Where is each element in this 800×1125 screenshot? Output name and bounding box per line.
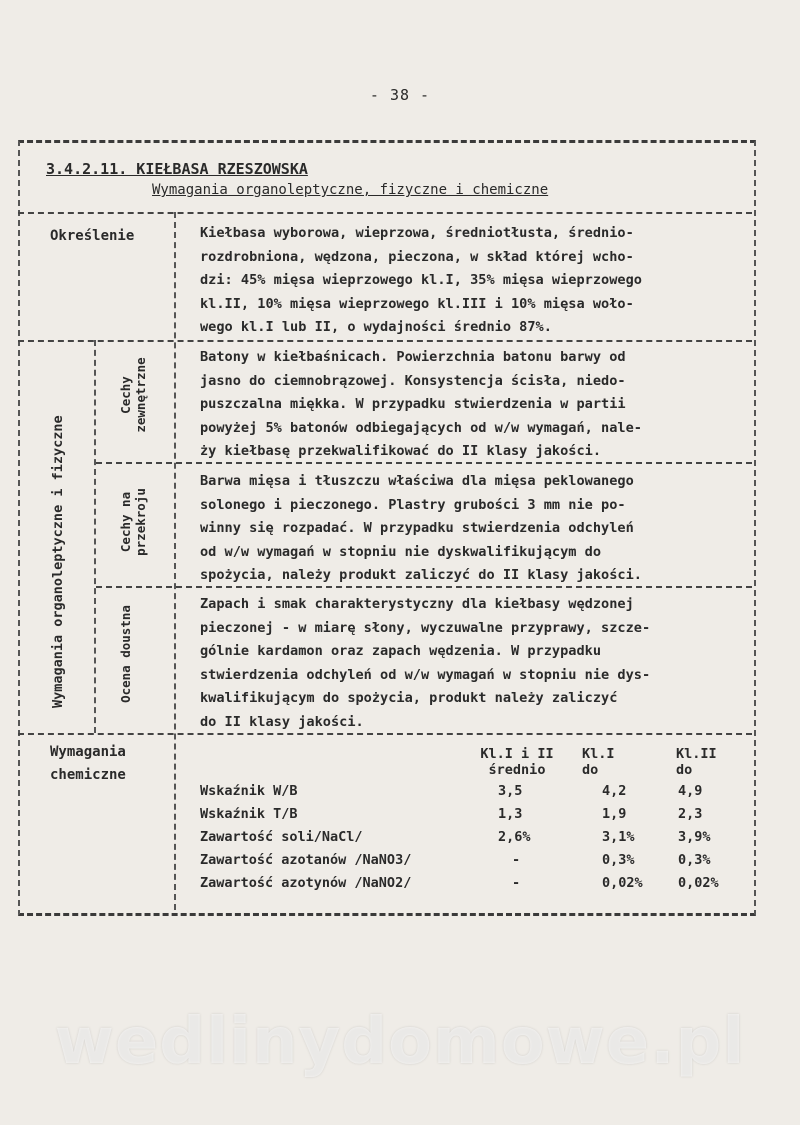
row-name: Zawartość azotanów /NaNO3/ [200, 852, 412, 868]
chemical-label: Wymagania [50, 744, 126, 760]
row-name: Zawartość soli/NaCl/ [200, 829, 363, 845]
taste-text: Zapach i smak charakterystyczny dla kiełbasy wędzonej pieczonej - w miarę słony, wyczuwalne przyprawy, szcze- gólnie kardamon oraz zapach wędzenia. W przypadku stwierdzenia odchyleń od w/w wymagań w stopniu nie dys- kwalifikującym do spożycia, produkt należy zaliczyć do II klasy jakości. [200, 596, 651, 730]
table-row [200, 783, 740, 806]
row-name: Wskaźnik T/B [200, 806, 298, 822]
definition-text: Kiełbasa wyborowa, wieprzowa, średniotłusta, średnio- rozdrobniona, wędzona, pieczona, w skład której wcho- dzi: 45% mięsa wieprzowego kl.I, 35% mięsa wieprzowego kl.II, 10% mięsa wieprzowego kl.III i 10% mięsa woło- wego kl.I lub II, o wydajności średnio 87%. [200, 225, 642, 336]
table-row [200, 852, 740, 875]
column-divider [94, 340, 96, 733]
value-avg: 3,5 [498, 783, 523, 799]
external-features-text: Batony w kiełbaśnicach. Powierzchnia batonu barwy od jasno do ciemnobrązowej. Konsystencja ścisła, niedo- puszczalna miękka. W przypadku stwierdzenia w partii powyżej 5% batonów odbiegających od w/w wymagań, nale- ży kiełbasę przekwalifikować do II klasy jakości. [200, 349, 642, 460]
value-class1: 1,9 [602, 806, 627, 822]
column-header-class1: Kl.I do [582, 746, 615, 778]
section-subtitle: Wymagania organoleptyczne, fizyczne i chemiczne [152, 182, 549, 198]
table-row [200, 875, 740, 898]
value-class1: 0,02% [602, 875, 643, 891]
value-avg: 1,3 [498, 806, 523, 822]
table-row [200, 829, 740, 852]
column-header-avg: Kl.I i II średnio [480, 746, 554, 778]
row-name: Wskaźnik W/B [200, 783, 298, 799]
column-header-class2: Kl.II do [676, 746, 717, 778]
watermark: wedlinydomowe.pl [54, 1005, 746, 1079]
value-avg: - [512, 852, 521, 868]
value-class2: 2,3 [678, 806, 703, 822]
definition-label: Określenie [50, 228, 135, 244]
section-title: 3.4.2.11. KIEŁBASA RZESZOWSKA [46, 160, 308, 178]
taste-label: Ocena doustna [118, 605, 133, 703]
organoleptic-group-label: Wymagania organoleptyczne i fizyczne [50, 415, 66, 708]
page-number: - 38 - [369, 86, 431, 104]
value-avg: - [512, 875, 521, 891]
column-divider [174, 212, 176, 910]
value-class2: 0,3% [678, 852, 711, 868]
cross-section-text: Barwa mięsa i tłuszczu właściwa dla mięsa peklowanego solonego i pieczonego. Plastry grubości 3 mm nie po- winny się rozpadać. W przypadku stwierdzenia odchyleń od w/w wymagań w stopniu nie dyskwalifikującym do spożycia, należy produkt zaliczyć do II klasy jakości. [200, 473, 642, 584]
value-avg: 2,6% [498, 829, 531, 845]
value-class1: 3,1% [602, 829, 635, 845]
external-features-label: Cechy zewnętrzne [118, 357, 148, 433]
value-class2: 3,9% [678, 829, 711, 845]
table-row [200, 806, 740, 829]
row-name: Zawartość azotynów /NaNO2/ [200, 875, 412, 891]
value-class1: 4,2 [602, 783, 627, 799]
value-class2: 0,02% [678, 875, 719, 891]
divider [18, 340, 752, 342]
cross-section-label: Cechy na przekroju [118, 488, 148, 556]
value-class1: 0,3% [602, 852, 635, 868]
chemical-label-2: chemiczne [50, 767, 126, 783]
value-class2: 4,9 [678, 783, 703, 799]
divider [18, 212, 752, 214]
